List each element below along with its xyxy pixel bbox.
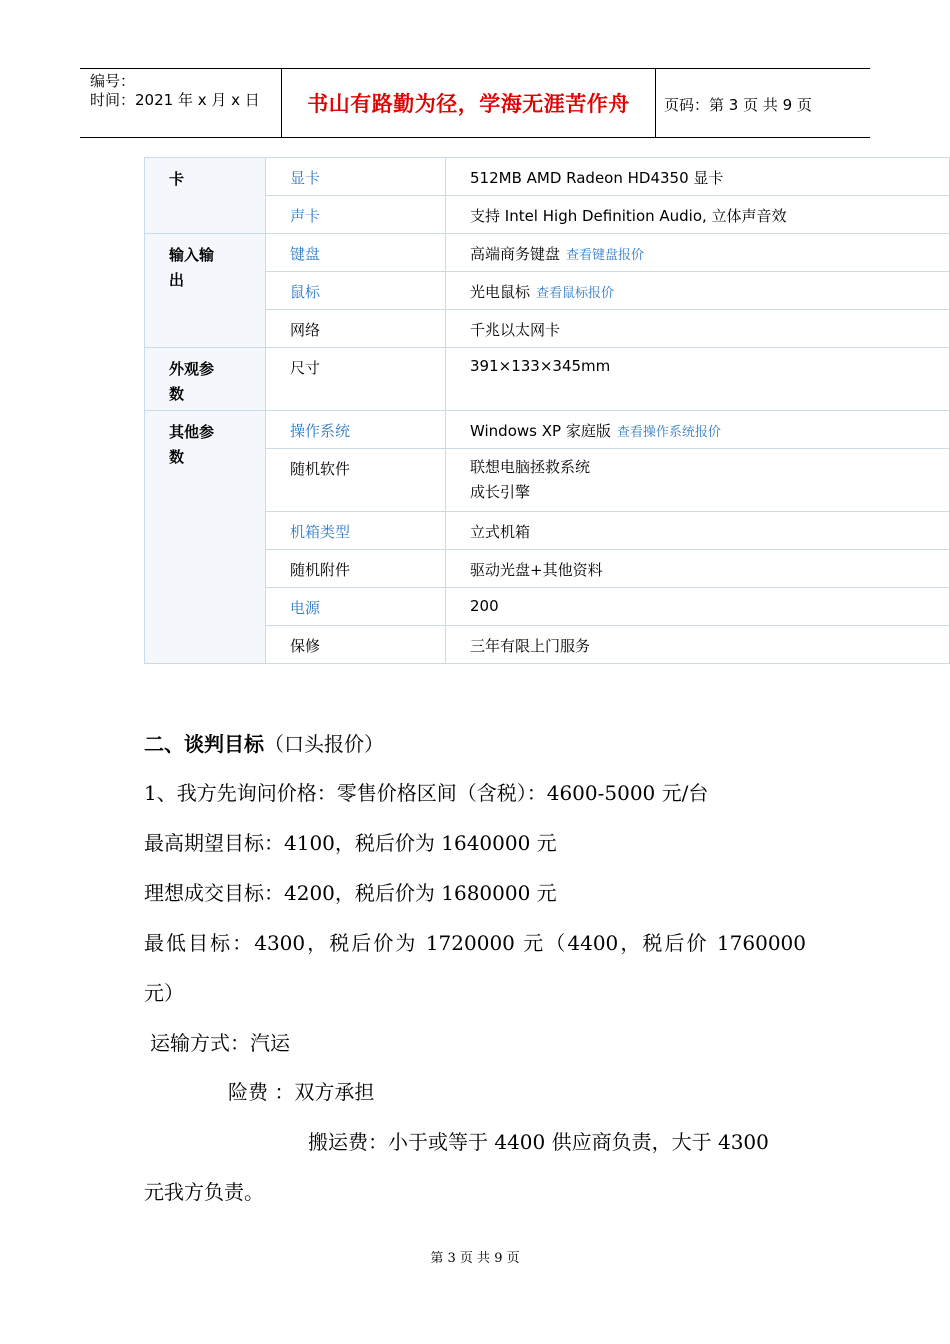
price-line: 1、我方先询问价格：零售价格区间（含税）：4600-5000 元/台 xyxy=(144,781,709,805)
time-label: 时间：2021 年 x 月 x 日 xyxy=(90,91,260,109)
spec-key[interactable]: 电源 xyxy=(266,588,446,626)
spec-value: 200 xyxy=(446,588,950,626)
category-cell xyxy=(145,348,266,411)
spec-key: 随机附件 xyxy=(266,550,446,588)
category-label: 输入输出 xyxy=(169,246,215,289)
spec-value: 光电鼠标 xyxy=(470,283,531,301)
spec-value: 512MB AMD Radeon HD4350 显卡 xyxy=(446,158,950,196)
header-left xyxy=(90,72,260,110)
min-target-cont: 元） xyxy=(144,981,184,1005)
table-row xyxy=(145,588,950,626)
spec-value: 联想电脑拯救系统 xyxy=(470,458,591,476)
spec-key[interactable]: 操作系统 xyxy=(266,411,446,449)
spec-key: 随机软件 xyxy=(266,449,446,512)
handling-fee-cont: 元我方负责。 xyxy=(144,1180,264,1204)
spec-value: Windows XP 家庭版 xyxy=(470,422,611,440)
page-footer: 第 3 页 共 9 页 xyxy=(430,1251,520,1266)
table-row xyxy=(145,449,950,512)
section-title-text: 二、谈判目标 xyxy=(144,732,264,756)
min-target: 最低目标：4300，税后价为 1720000 元（4400，税后价 1760000 xyxy=(144,931,806,955)
spec-key: 网络 xyxy=(266,310,446,348)
table-row xyxy=(145,234,950,272)
handling-fee: 搬运费：小于或等于 4400 供应商负责，大于 4300 xyxy=(308,1130,769,1154)
spec-value: 高端商务键盘 xyxy=(470,245,561,263)
spec-key: 保修 xyxy=(266,626,446,664)
spec-key: 尺寸 xyxy=(266,348,446,411)
spec-key[interactable]: 机箱类型 xyxy=(266,512,446,550)
spec-key[interactable]: 显卡 xyxy=(266,158,446,196)
table-row xyxy=(145,512,950,550)
spec-value: 驱动光盘+其他资料 xyxy=(446,550,950,588)
section-title xyxy=(144,728,384,757)
number-label: 编号： xyxy=(90,72,136,90)
spec-value: 三年有限上门服务 xyxy=(446,626,950,664)
table-row xyxy=(145,158,950,196)
category-cell xyxy=(145,411,266,664)
table-row xyxy=(145,196,950,234)
section-title-suffix: （口头报价） xyxy=(264,732,384,756)
ideal-target: 理想成交目标：4200，税后价为 1680000 元 xyxy=(144,881,557,905)
spec-value: 支持 Intel High Definition Audio, 立体声音效 xyxy=(446,196,950,234)
category-cell xyxy=(145,234,266,348)
spec-table xyxy=(144,157,950,664)
table-row xyxy=(145,272,950,310)
spec-value-cell xyxy=(446,272,950,310)
category-label: 外观参数 xyxy=(169,360,215,403)
category-label: 卡 xyxy=(169,170,185,188)
transport-method: 运输方式：汽运 xyxy=(150,1031,290,1055)
page-header xyxy=(80,68,870,138)
spec-value: 千兆以太网卡 xyxy=(446,310,950,348)
price-link[interactable]: 查看鼠标报价 xyxy=(536,286,615,301)
category-cell xyxy=(145,158,266,234)
spec-value-cell xyxy=(446,234,950,272)
spec-key[interactable]: 声卡 xyxy=(266,196,446,234)
table-row xyxy=(145,550,950,588)
price-link[interactable]: 查看键盘报价 xyxy=(566,248,645,263)
table-row xyxy=(145,348,950,411)
spec-key[interactable]: 键盘 xyxy=(266,234,446,272)
spec-key[interactable]: 鼠标 xyxy=(266,272,446,310)
table-row xyxy=(145,310,950,348)
price-link[interactable]: 查看操作系统报价 xyxy=(616,425,721,440)
insurance-fee: 险费 ：双方承担 xyxy=(228,1080,375,1104)
spec-value-cell xyxy=(446,411,950,449)
header-motto: 书山有路勤为径，学海无涯苦作舟 xyxy=(281,69,656,137)
spec-value: 391×133×345mm xyxy=(446,348,950,411)
spec-value-2: 成长引擎 xyxy=(470,483,531,501)
header-page-label: 页码：第 3 页 共 9 页 xyxy=(664,96,812,114)
max-target: 最高期望目标：4100，税后价为 1640000 元 xyxy=(144,831,557,855)
table-row xyxy=(145,626,950,664)
table-row xyxy=(145,411,950,449)
spec-value-cell xyxy=(446,449,950,512)
spec-value: 立式机箱 xyxy=(446,512,950,550)
category-label: 其他参数 xyxy=(169,423,215,466)
